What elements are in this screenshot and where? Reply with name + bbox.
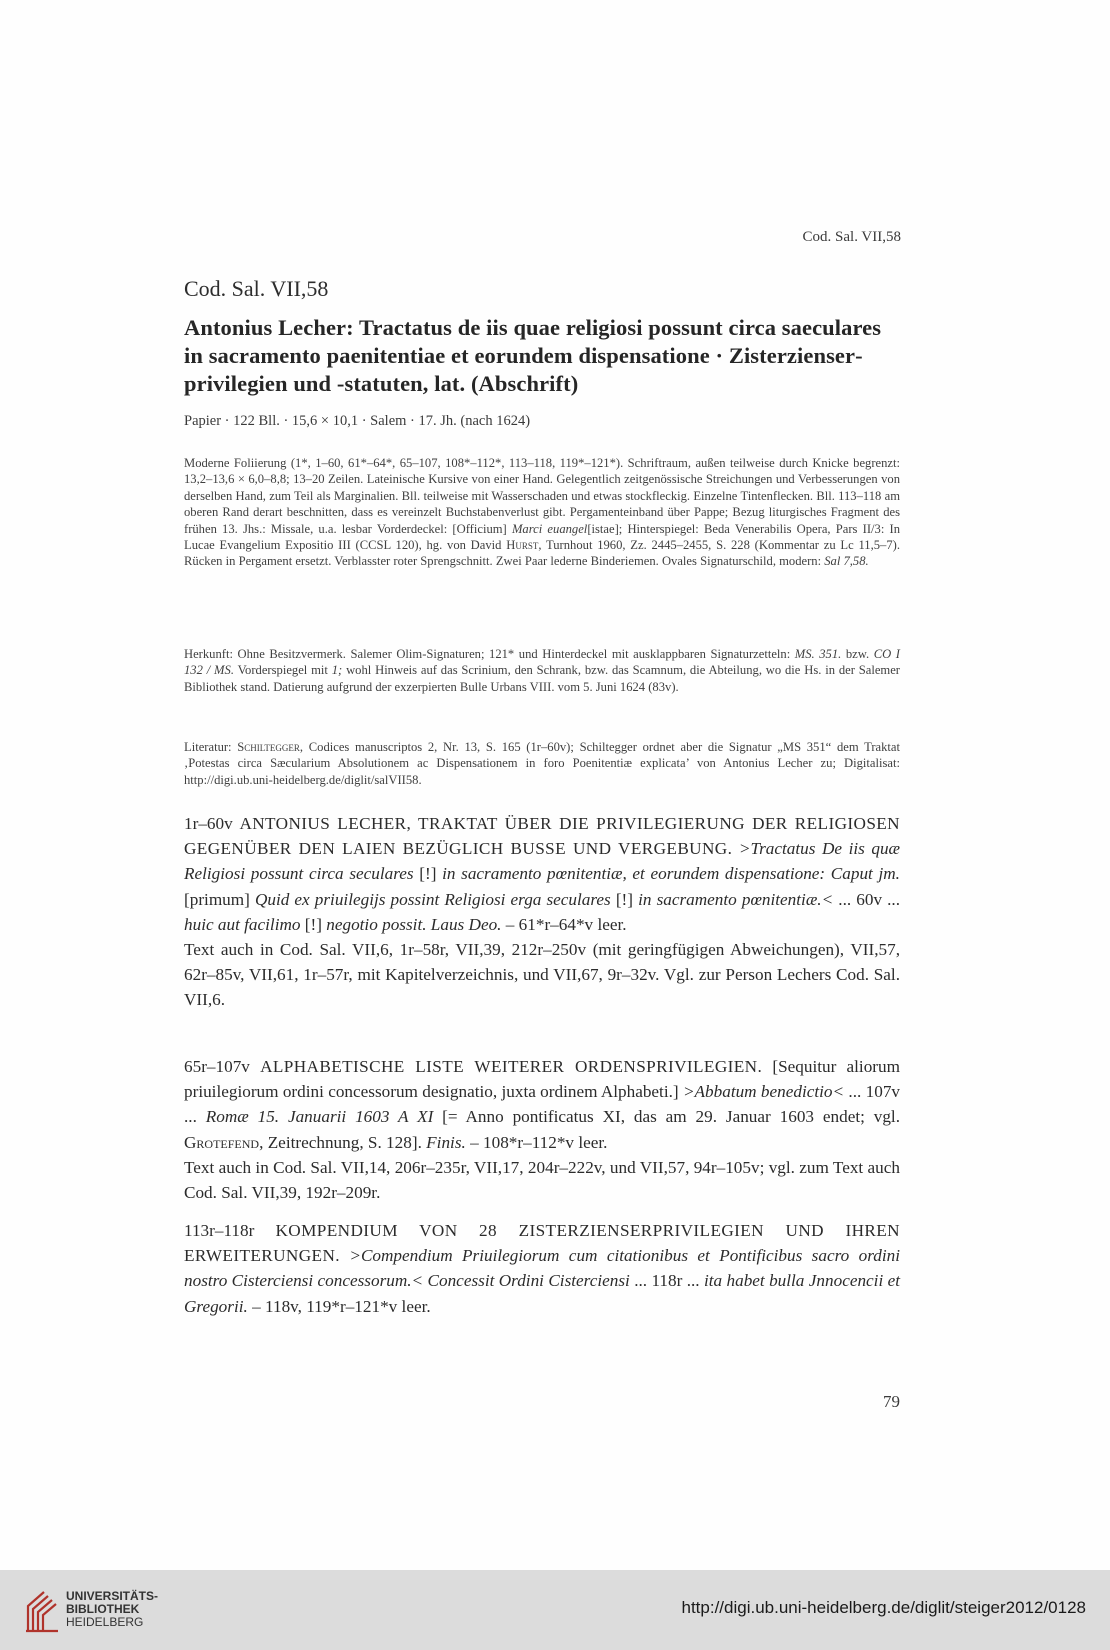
entry-2-text-1: [Sequitur aliorum priuilegiorum ordini concessorum designatio, juxta ordinem Alphabeti.]	[184, 1057, 900, 1102]
entry-1-text-6: – 61*r–64*v leer.	[501, 914, 627, 934]
content-entry-1	[184, 811, 900, 1013]
physical-description: Papier · 122 Bll. · 15,6 × 10,1 · Salem · 17. Jh. (nach 1624)	[184, 413, 531, 429]
library-name-line-1: UNIVERSITÄTS-	[66, 1589, 159, 1603]
entry-1-text-5: [!]	[300, 914, 327, 934]
provenance-italic-3: 1;	[331, 663, 343, 678]
literature-author-smallcaps: Schiltegger	[237, 740, 300, 754]
description-text-1: Moderne Foliierung (1*, 1–60, 61*–64*, 65–107, 108*–112*, 113–118, 119*–121*). Schriftraum, außen teilweise durch Knicke begrenzt: 13,2–13,6 × 6,0–8,8; 13–20 Zeilen. Lateinische Kursive von einer Hand. Gelegentlich zeitgenössische Streichungen und Verbesserungen von derselben Hand, zum Teil als Marginalien. Bll. teilweise mit Wasserschaden und etwas stockfleckig. Einzelne Tintenflecken. Bll. 113–118 am oberen Rand derart beschnitten, dass es vereinzelt Buchstabenverlust gibt. Pergamenteinband über Pappe; Bezug liturgisches Fragment des frühen 13. Jhs.: Missale, u.a. lesbar Vorderdeckel: [Officium]	[184, 456, 900, 536]
entry-1-incipit-3: Quid ex priuilegijs possint Religiosi erga seculares	[254, 889, 611, 909]
provenance-italic-2: CO I 132 / MS.	[184, 647, 900, 678]
entry-2-heading: ALPHABETISCHE LISTE WEITERER ORDENSPRIVILEGIEN.	[260, 1057, 763, 1076]
description-author-smallcaps: Hurst	[506, 538, 539, 553]
entry-2-explicit: Romæ 15. Januarii 1603 A XI	[205, 1107, 434, 1127]
library-name[interactable]	[66, 1590, 158, 1629]
entry-2-finis: Finis.	[426, 1132, 466, 1152]
entry-2-range: 65r–107v	[184, 1057, 250, 1076]
provenance-text-a: Herkunft: Ohne Besitzvermerk. Salemer Olim-Signaturen; 121* und Hinterdeckel mit ausklappbaren Signaturzetteln:	[184, 647, 795, 661]
university-library-logo-icon[interactable]	[22, 1584, 68, 1636]
permalink-url[interactable]: http://digi.ub.uni-heidelberg.de/diglit/steiger2012/0128	[681, 1598, 1086, 1617]
entry-2-author-smallcaps: Grotefend	[184, 1132, 260, 1152]
entry-2-note: Text auch in Cod. Sal. VII,14, 206r–235r, VII,17, 204r–222v, und VII,57, 94r–105v; vgl. zum Text auch Cod. Sal. VII,39, 192r–209r.	[184, 1157, 900, 1203]
entry-1-text-3: [!]	[610, 889, 639, 909]
codicological-description	[184, 455, 900, 570]
page-number: 79	[883, 1392, 900, 1411]
content-entry-3	[184, 1218, 900, 1319]
entry-1-incipit-4: in sacramento pœnitentiæ.<	[638, 889, 834, 909]
entry-2-incipit: >Abbatum benedictio<	[682, 1082, 845, 1102]
provenance-text-b: bzw.	[841, 647, 874, 661]
entry-3-range: 113r–118r	[184, 1221, 255, 1240]
running-head: Cod. Sal. VII,58	[802, 229, 901, 245]
manuscript-title: Antonius Lecher: Tractatus de iis quae religiosi possunt circa saeculares in sacramento paenitentiae et eorundem dispensatione · Zisterzienserprivilegien und -statuten, lat. (Abschrift)	[184, 315, 882, 396]
literature-text-b: , Codices manuscriptos 2, Nr. 13, S. 165 (1r–60v); Schiltegger ordnet aber die Signatur „MS 351“ dem Traktat ‚Potestas circa Sæcularium Absolutionem ac Dispensationem in foro Poenitentiæ explicata’ von Antonius Lecher zu; Digitalisat: http://digi.ub.uni-heidelberg.de/diglit/salVII58.	[184, 740, 901, 787]
shelfmark-heading: Cod. Sal. VII,58	[184, 276, 329, 301]
entry-1-heading: ANTONIUS LECHER, TRAKTAT ÜBER DIE PRIVILEGIERUNG DER RELIGIOSEN GEGENÜBER DEN LAIEN BEZÜGLICH BUSSE UND VERGEBUNG.	[184, 814, 900, 859]
provenance-text-c: Vorderspiegel mit	[233, 663, 332, 678]
provenance-text-d: wohl Hinweis auf das Scrinium, den Schrank, bzw. das Scamnum, die Abteilung, wo die Hs. in der Salemer Bibliothek stand. Datierung aufgrund der exzerpierten Bulle Urbans VIII. vom 5. Juni 1624 (83v).	[184, 663, 900, 694]
content-entry-2	[184, 1054, 900, 1205]
description-text-3: , Turnhout 1960, Zz. 2445–2455, S. 228 (Kommentar zu Lc 11,5–7). Rücken in Pergament ersetzt. Verblasster roter Sprengschnitt. Zwei Paar lederne Binderiemen. Ovales Signaturschild, modern:	[184, 538, 900, 569]
library-name-line-3: HEIDELBERG	[66, 1615, 144, 1629]
entry-2-text-4: , Zeitrechnung, S. 128].	[259, 1132, 427, 1152]
entry-3-incipit: >Compendium Priuilegiorum cum citationibus et Pontificibus sacro ordini nostro Cisterciensi concessorum.< Concessit Ordini Cisterciensi	[184, 1246, 900, 1291]
library-name-line-2: BIBLIOTHEK	[66, 1602, 140, 1616]
entry-1-incipit-1: >Tractatus De iis quæ Religiosi possunt circa seculares	[184, 839, 901, 884]
provenance-paragraph	[184, 646, 900, 695]
description-italic-2: Sal 7,58.	[824, 554, 869, 569]
entry-3-text-1: ... 118r ...	[629, 1271, 704, 1291]
entry-2-text-2: ... 107v ...	[184, 1082, 900, 1127]
entry-1-note: Text auch in Cod. Sal. VII,6, 1r–58r, VII,39, 212r–250v (mit geringfügigen Abweichungen), VII,57, 62r–85v, VII,61, 1r–57r, mit Kapitelverzeichnis, und VII,67, 9r–32v. Vgl. zur Person Lechers Cod. Sal. VII,6.	[184, 940, 900, 1010]
provenance-italic-1: MS. 351.	[794, 647, 842, 661]
entry-1-explicit-2: negotio possit. Laus Deo.	[326, 914, 502, 934]
entry-2-text-3: [= Anno pontificatus XI, das am 29. Januar 1603 endet; vgl.	[433, 1107, 901, 1127]
entry-3-heading: KOMPENDIUM VON 28 ZISTERZIENSERPRIVILEGIEN UND IHREN ERWEITERUNGEN.	[184, 1221, 900, 1266]
entry-2-text-5: – 108*r–112*v leer.	[465, 1132, 608, 1152]
literature-paragraph	[184, 739, 900, 788]
entry-1-text-1: [!]	[413, 864, 443, 884]
description-text-2: [istae]; Hinterspiegel: Beda Venerabilis Opera, Pars II/3: In Lucae Evangelium Expositio III (CCSL 120), hg. von David	[184, 521, 901, 553]
entry-1-range: 1r–60v	[184, 814, 233, 833]
entry-1-text-2: [primum]	[184, 889, 255, 909]
entry-1-explicit-1: huic aut facilimo	[184, 914, 301, 934]
entry-3-explicit: ita habet bulla Jnnocencii et Gregorii.	[184, 1271, 900, 1316]
literature-text-a: Literatur:	[184, 740, 238, 754]
entry-1-text-4: ... 60v ...	[833, 889, 901, 909]
description-italic-1: Marci euangel	[511, 521, 588, 536]
entry-3-text-2: – 118v, 119*r–121*v leer.	[247, 1296, 431, 1316]
entry-1-incipit-2: in sacramento pœnitentiæ, et eorundem dispensatione: Caput jm.	[442, 864, 900, 884]
